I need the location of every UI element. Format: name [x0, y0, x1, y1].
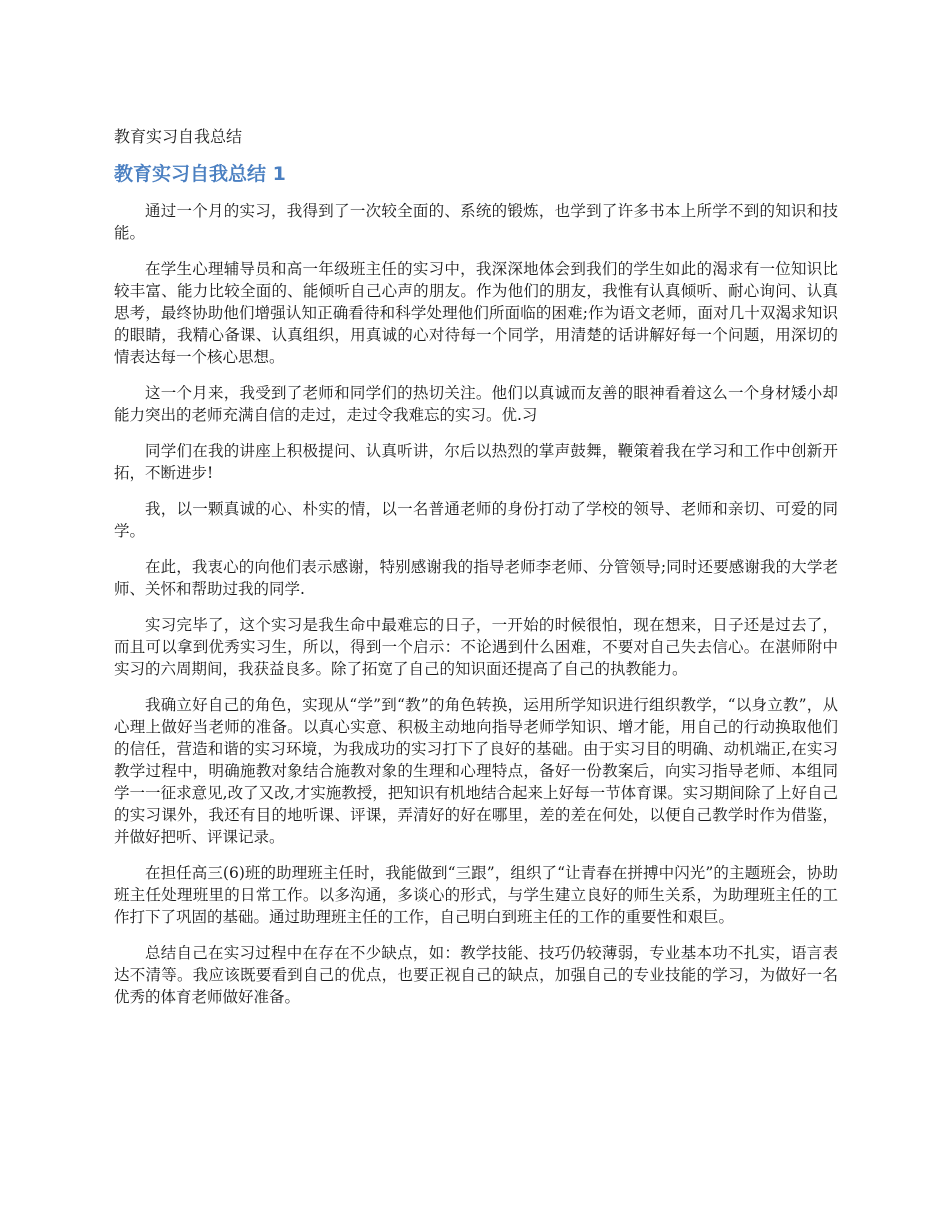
paragraph: 同学们在我的讲座上积极提问、认真听讲，尔后以热烈的掌声鼓舞，鞭策着我在学习和工作中创新开拓，不断进步!: [114, 442, 838, 482]
paragraph: 通过一个月的实习，我得到了一次较全面的、系统的锻炼，也学到了许多书本上所学不到的知识和技能。: [114, 202, 838, 242]
paragraph: 我，以一颗真诚的心、朴实的情，以一名普通老师的身份打动了学校的领导、老师和亲切、可爱的同学。: [114, 500, 838, 540]
paragraph: 在担任高三(6)班的助理班主任时，我能做到“三跟”，组织了“让青春在拼搏中闪光”的主题班会，协助班主任处理班里的日常工作。以多沟通，多谈心的形式，与学生建立良好的师生关系，为助理班主任的工作打下了巩固的基础。通过助理班主任的工作，自己明白到班主任的工作的重要性和艰巨。: [114, 864, 838, 926]
section-heading: 教育实习自我总结 1: [114, 163, 286, 185]
paragraph: 在学生心理辅导员和高一年级班主任的实习中，我深深地体会到我们的学生如此的渴求有一位知识比较丰富、能力比较全面的、能倾听自己心声的朋友。作为他们的朋友，我惟有认真倾听、耐心询问、认真思考，最终协助他们增强认知正确看待和科学处理他们所面临的困难;作为语文老师，面对几十双渴求知识的眼睛，我精心备课、认真组织，用真诚的心对待每一个同学，用清楚的话讲解好每一个问题，用深切的情表达每一个核心思想。: [114, 260, 838, 366]
paragraph: 这一个月来，我受到了老师和同学们的热切关注。他们以真诚而友善的眼神看着这么一个身材矮小却能力突出的老师充满自信的走过，走过令我难忘的实习。优.习: [114, 384, 838, 424]
paragraph: 实习完毕了，这个实习是我生命中最难忘的日子，一开始的时候很怕，现在想来，日子还是过去了，而且可以拿到优秀实习生，所以，得到一个启示：不论遇到什么困难，不要对自己失去信心。在湛师附中实习的六周期间，我获益良多。除了拓宽了自己的知识面还提高了自己的执教能力。: [114, 616, 838, 678]
paragraph: 总结自己在实习过程中在存在不少缺点，如：教学技能、技巧仍较薄弱，专业基本功不扎实，语言表达不清等。我应该既要看到自己的优点，也要正视自己的缺点，加强自己的专业技能的学习，为做好一名优秀的体育老师做好准备。: [114, 944, 838, 1006]
paragraph: 在此，我衷心的向他们表示感谢，特别感谢我的指导老师李老师、分管领导;同时还要感谢我的大学老师、关怀和帮助过我的同学.: [114, 558, 838, 598]
document-title: 教育实习自我总结: [114, 127, 243, 146]
paragraph: 我确立好自己的角色，实现从“学”到“教”的角色转换，运用所学知识进行组织教学，“以身立教”，从心理上做好当老师的准备。以真心实意、积极主动地向指导老师学知识、增才能，用自己的行动换取他们的信任，营造和谐的实习环境，为我成功的实习打下了良好的基础。由于实习目的明确、动机端正,在实习教学过程中，明确施教对象结合施教对象的生理和心理特点，备好一份教案后，向实习指导老师、本组同学一一征求意见,改了又改,才实施教授，把知识有机地结合起来上好每一节体育课。实习期间除了上好自己的实习课外，我还有目的地听课、评课，弄清好的好在哪里，差的差在何处，以便自己教学时作为借鉴，并做好把听、评课记录。: [114, 696, 838, 846]
document-page: [114, 124, 838, 1022]
